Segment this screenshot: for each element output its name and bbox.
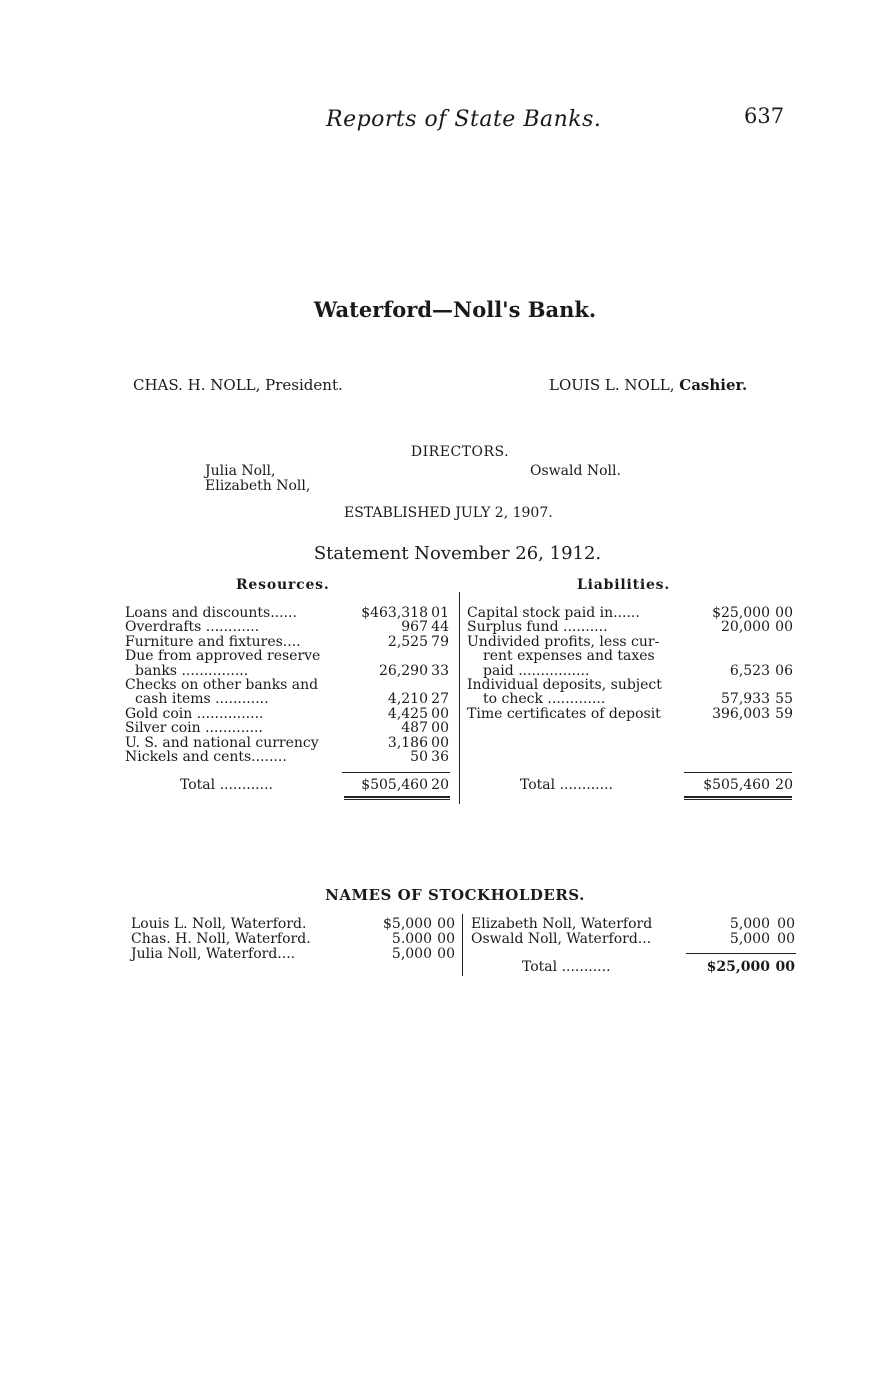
total-rule bbox=[342, 772, 450, 773]
total-double-rule bbox=[344, 796, 450, 800]
column-divider bbox=[459, 592, 460, 804]
cashier-name: LOUIS L. NOLL, bbox=[549, 376, 675, 394]
total-rule bbox=[686, 953, 796, 954]
directors-heading: DIRECTORS. bbox=[410, 444, 510, 460]
director-name: Oswald Noll. bbox=[530, 463, 621, 479]
liabilities-heading: Liabilities. bbox=[577, 577, 671, 593]
bank-name: Waterford—Noll's Bank. bbox=[313, 297, 597, 322]
total-double-rule bbox=[684, 796, 792, 800]
stockholders-heading: NAMES OF STOCKHOLDERS. bbox=[325, 886, 585, 904]
established-date: ESTABLISHED JULY 2, 1907. bbox=[344, 505, 553, 521]
director-name: Julia Noll, bbox=[205, 463, 276, 479]
page-number: 637 bbox=[744, 104, 785, 128]
director-name: Elizabeth Noll, bbox=[205, 478, 311, 494]
total-rule bbox=[684, 772, 792, 773]
president: CHAS. H. NOLL, President. bbox=[133, 376, 343, 394]
cashier-title: Cashier. bbox=[679, 376, 748, 394]
cashier bbox=[549, 376, 747, 394]
column-divider bbox=[462, 914, 463, 976]
statement-title: Statement November 26, 1912. bbox=[313, 543, 602, 564]
running-title: Reports of State Banks. bbox=[326, 107, 602, 132]
resources-heading: Resources. bbox=[236, 577, 330, 593]
